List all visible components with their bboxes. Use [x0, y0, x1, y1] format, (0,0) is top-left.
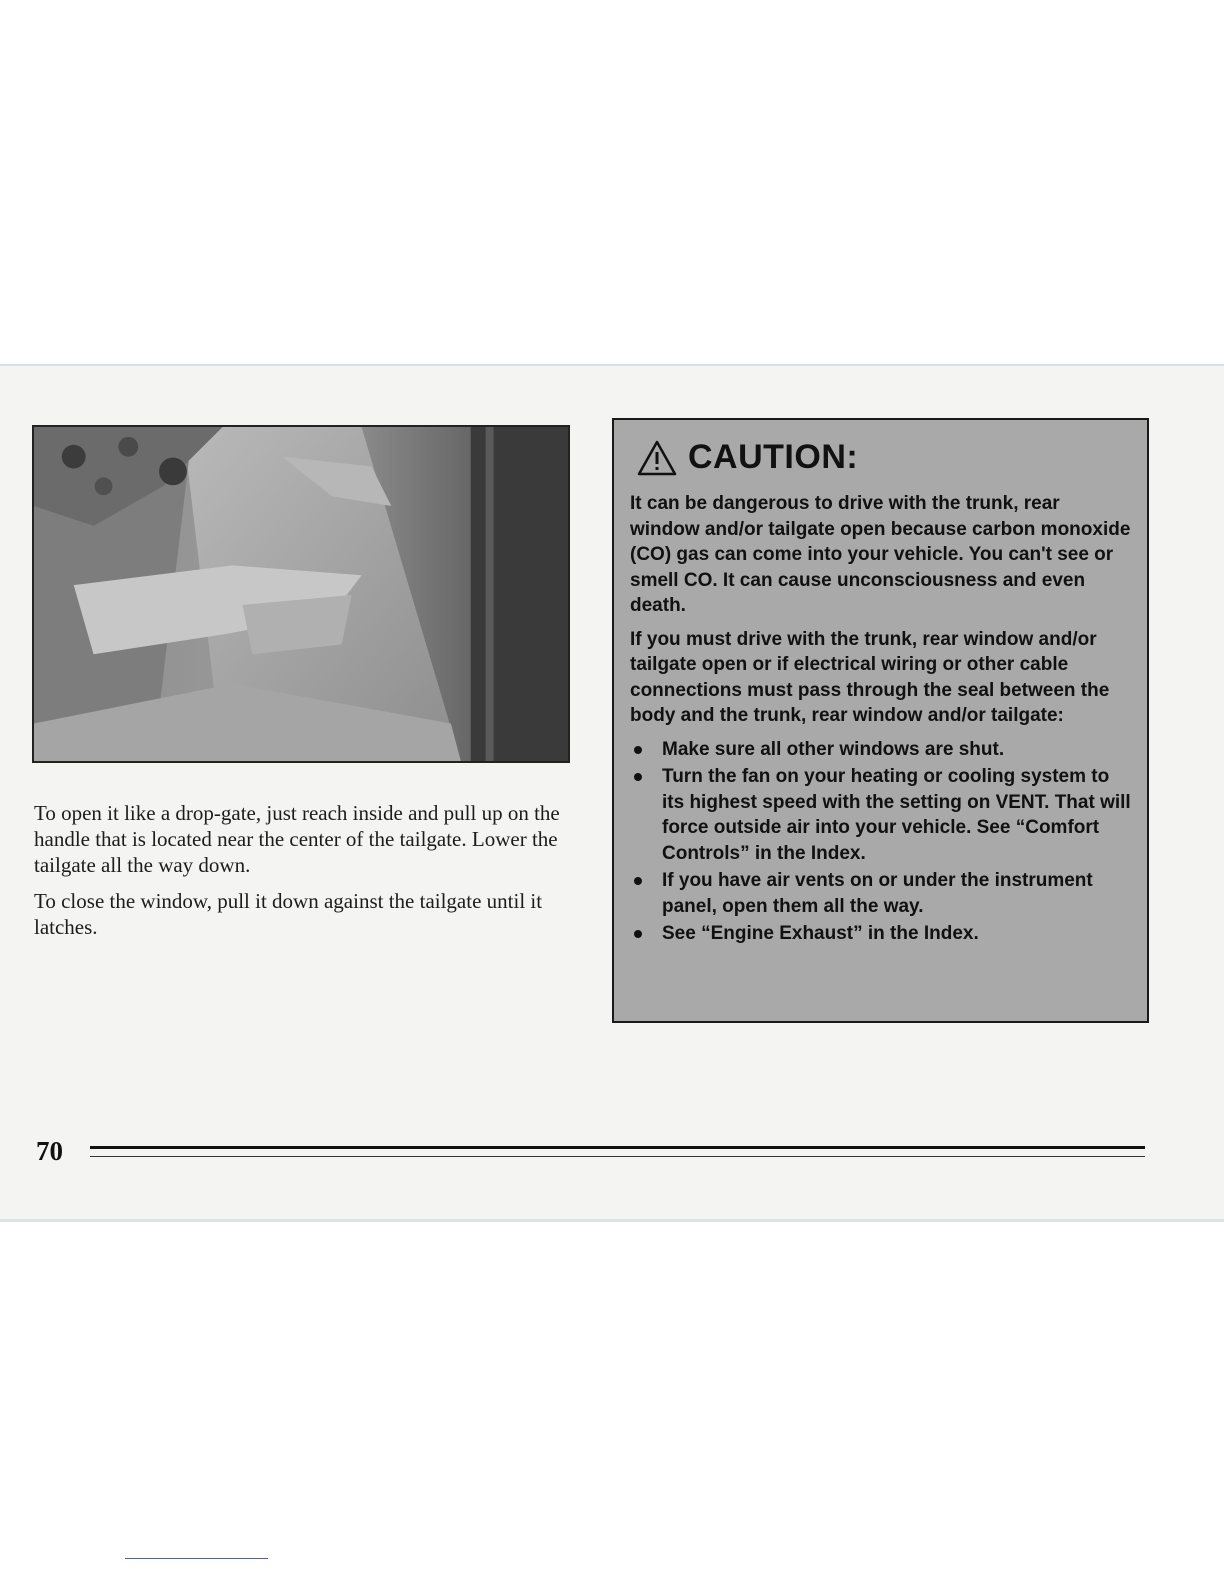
caution-bullet-list [630, 737, 1133, 947]
bullet-dot-icon [634, 746, 642, 754]
bullet-dot-icon [634, 930, 642, 938]
body-paragraph: To open it like a drop-gate, just reach inside and pull up on the handle that is located near the center of the tailgate. Lower the tailgate all the way down. [34, 801, 560, 877]
page-number: 70 [36, 1136, 63, 1166]
bullet-text: See “Engine Exhaust” in the Index. [662, 923, 979, 944]
bullet-dot-icon [634, 773, 642, 781]
caution-paragraph: If you must drive with the trunk, rear window and/or tailgate open or if electrical wiring or other cable connections must pass through the seal between the body and the trunk, rear window and/or tailgate: [630, 628, 1110, 726]
bullet-text: Turn the fan on your heating or cooling system to its highest speed with the setting on VENT. That will force outside air into your vehicle. See “Comfort Controls” in the Index. [662, 766, 1131, 864]
caution-bullet [630, 764, 1133, 866]
bullet-text: Make sure all other windows are shut. [662, 738, 1005, 760]
caution-paragraph: It can be dangerous to drive with the trunk, rear window and/or tailgate open because carbon monoxide (CO) gas can come into your vehicle. You can't see or smell CO. It can cause unconsciousness and even death. [630, 493, 1131, 616]
tailgate-photo [32, 425, 570, 763]
caution-box [612, 418, 1149, 1023]
bullet-dot-icon [634, 877, 642, 885]
footer-underline [125, 1558, 268, 1559]
footer-rule [90, 1146, 1145, 1149]
caution-bullet [630, 921, 1133, 947]
warning-triangle-icon [636, 439, 678, 477]
bullet-text: If you have air vents on or under the instrument panel, open them all the way. [662, 870, 1093, 917]
caution-bullet [630, 737, 1133, 763]
caution-header [636, 438, 1133, 477]
caution-title: CAUTION: [688, 438, 859, 476]
footer-rule-thin [90, 1156, 1145, 1157]
body-paragraph: To close the window, pull it down against the tailgate until it latches. [34, 889, 543, 939]
body-text [34, 800, 574, 950]
caution-bullet [630, 868, 1133, 919]
tailgate-handle-photo [34, 427, 568, 761]
